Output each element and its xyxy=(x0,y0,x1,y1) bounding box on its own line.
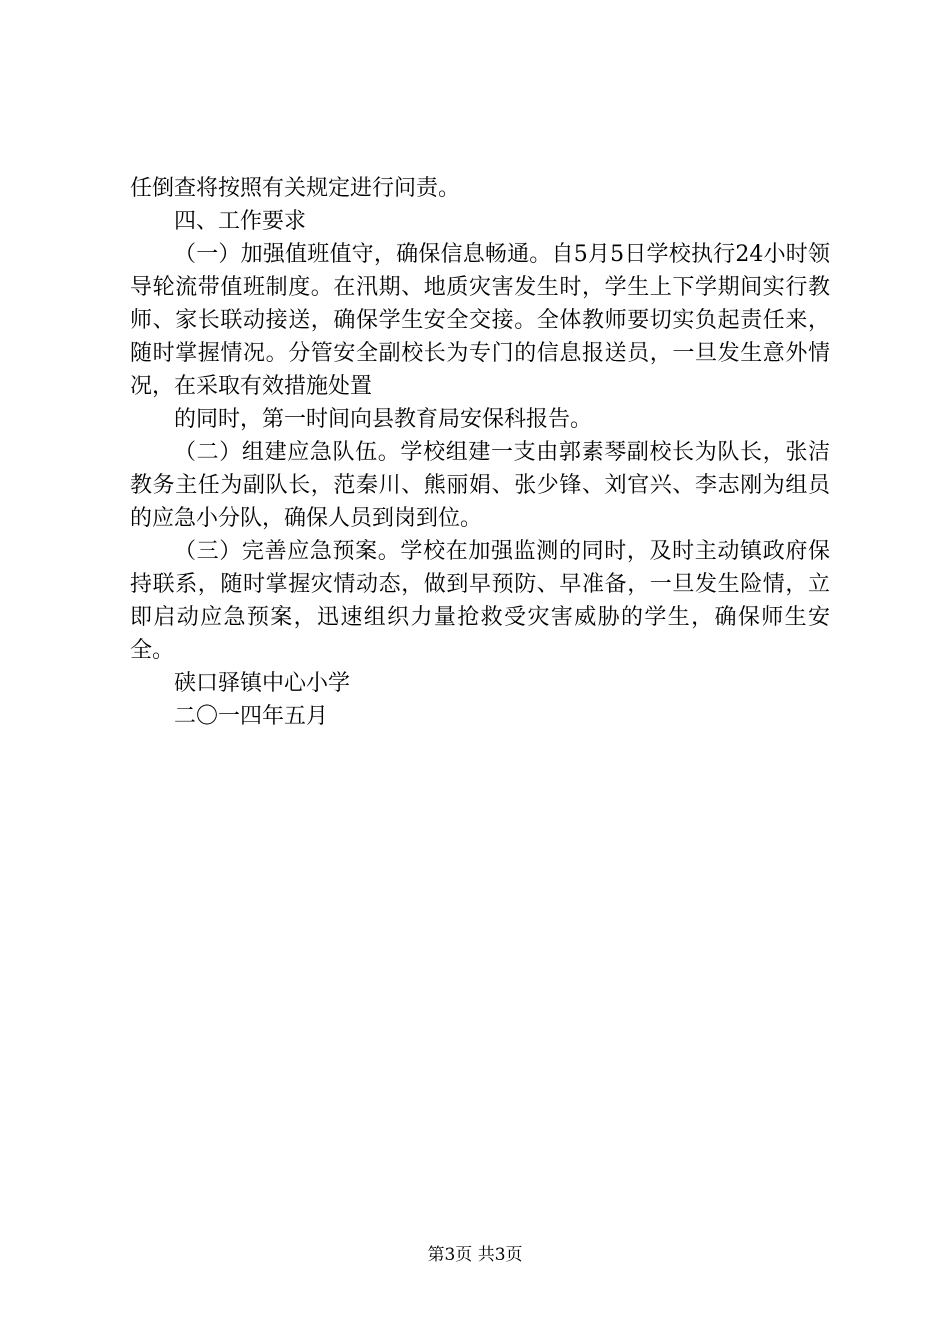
signoff-date: 二〇一四年五月 xyxy=(174,704,329,729)
paragraph-item-1: （一）加强值班值守，确保信息畅通。自5月5日学校执行24小时领导轮流带值班制度。在汛期、地质灾害发生时，学生上下学期间实行教师、家长联动接送，确保学生安全交接。全体教师要切实负起责任来，随时掌握情况。分管安全副校长为专门的信息报送员，一旦发生意外情况，在采取有效措施处置 xyxy=(130,242,830,399)
paragraph-accountability: 任倒查将按照有关规定进行问责。 xyxy=(130,176,461,201)
paragraph-item-3: （三）完善应急预案。学校在加强监测的同时，及时主动镇政府保持联系，随时掌握灾情动态，做到早预防、早准备，一旦发生险情，立即启动应急预案，迅速组织力量抢救受灾害威胁的学生，确保师生安全。 xyxy=(130,539,830,663)
paragraph-item-1-continued: 的同时，第一时间向县教育局安保科报告。 xyxy=(174,407,593,432)
section-heading-work-requirements: 四、工作要求 xyxy=(174,209,307,234)
paragraph-item-2: （二）组建应急队伍。学校组建一支由郭素琴副校长为队长，张洁教务主任为副队长，范秦川、熊丽娟、张少锋、刘官兴、李志刚为组员的应急小分队，确保人员到岗到位。 xyxy=(130,440,830,531)
page-number-footer: 第3页 共3页 xyxy=(427,1245,523,1265)
document-body xyxy=(130,172,830,733)
signoff-organization: 硖口驿镇中心小学 xyxy=(174,671,351,696)
